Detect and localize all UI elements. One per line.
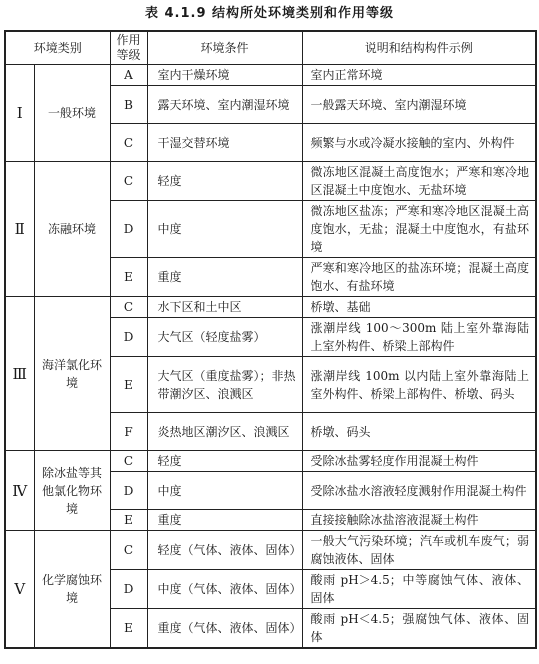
condition-cell: 室内干燥环境 bbox=[147, 65, 302, 86]
category-numeral: Ⅱ bbox=[5, 162, 34, 297]
description-cell: 受除冰盐雾轻度作用混凝土构件 bbox=[302, 451, 536, 472]
grade-cell: C bbox=[110, 162, 147, 201]
grade-cell: C bbox=[110, 451, 147, 472]
grade-cell: C bbox=[110, 531, 147, 570]
description-cell: 一般露天环境、室内潮湿环境 bbox=[302, 86, 536, 124]
category-numeral: Ⅲ bbox=[5, 297, 34, 451]
grade-cell: A bbox=[110, 65, 147, 86]
condition-cell: 轻度 bbox=[147, 451, 302, 472]
category-name: 海洋氯化环境 bbox=[34, 297, 110, 451]
table-row bbox=[5, 531, 536, 570]
description-cell: 一般大气污染环境；汽车或机车废气；弱腐蚀液体、固体 bbox=[302, 531, 536, 570]
description-cell: 涨潮岸线 100m 以内陆上室外靠海陆上室外构件、桥梁上部构件、桥墩、码头 bbox=[302, 357, 536, 413]
header-grade: 作用等级 bbox=[110, 31, 147, 65]
description-cell: 受除冰盐水溶液轻度溅射作用混凝土构件 bbox=[302, 472, 536, 510]
description-cell: 频繁与水或冷凝水接触的室内、外构件 bbox=[302, 124, 536, 162]
grade-cell: E bbox=[110, 510, 147, 531]
description-cell: 酸雨 pH＜4.5；强腐蚀气体、液体、固体 bbox=[302, 609, 536, 649]
grade-cell: C bbox=[110, 124, 147, 162]
environment-table bbox=[4, 30, 537, 649]
header-category: 环境类别 bbox=[5, 31, 110, 65]
description-cell: 涨潮岸线 100～300m 陆上室外靠海陆上室外构件、桥梁上部构件 bbox=[302, 318, 536, 357]
grade-cell: E bbox=[110, 258, 147, 297]
description-cell: 微冻地区混凝土高度饱水；严寒和寒冷地区混凝土中度饱水、无盐环境 bbox=[302, 162, 536, 201]
condition-cell: 露天环境、室内潮湿环境 bbox=[147, 86, 302, 124]
grade-cell: F bbox=[110, 413, 147, 451]
condition-cell: 重度 bbox=[147, 510, 302, 531]
category-name: 一般环境 bbox=[34, 65, 110, 162]
table-row bbox=[5, 297, 536, 318]
condition-cell: 大气区（轻度盐雾） bbox=[147, 318, 302, 357]
category-name: 除冰盐等其他氯化物环境 bbox=[34, 451, 110, 531]
grade-cell: E bbox=[110, 609, 147, 649]
table-title: 表 4.1.9 结构所处环境类别和作用等级 bbox=[144, 6, 395, 21]
category-name: 化学腐蚀环境 bbox=[34, 531, 110, 649]
condition-cell: 炎热地区潮汐区、浪溅区 bbox=[147, 413, 302, 451]
condition-cell: 重度（气体、液体、固体） bbox=[147, 609, 302, 649]
description-cell: 严寒和寒冷地区的盐冻环境；混凝土高度饱水、有盐环境 bbox=[302, 258, 536, 297]
grade-cell: D bbox=[110, 570, 147, 609]
category-numeral: Ⅳ bbox=[5, 451, 34, 531]
condition-cell: 轻度（气体、液体、固体） bbox=[147, 531, 302, 570]
grade-cell: C bbox=[110, 297, 147, 318]
description-cell: 桥墩、基础 bbox=[302, 297, 536, 318]
category-numeral: Ⅴ bbox=[5, 531, 34, 649]
description-cell: 室内正常环境 bbox=[302, 65, 536, 86]
table-row bbox=[5, 65, 536, 86]
grade-cell: E bbox=[110, 357, 147, 413]
header-row bbox=[5, 31, 536, 65]
grade-cell: B bbox=[110, 86, 147, 124]
condition-cell: 干湿交替环境 bbox=[147, 124, 302, 162]
table-row bbox=[5, 162, 536, 201]
category-numeral: Ⅰ bbox=[5, 65, 34, 162]
header-condition: 环境条件 bbox=[147, 31, 302, 65]
grade-cell: D bbox=[110, 318, 147, 357]
condition-cell: 中度（气体、液体、固体） bbox=[147, 570, 302, 609]
condition-cell: 中度 bbox=[147, 201, 302, 258]
header-description: 说明和结构构件示例 bbox=[302, 31, 536, 65]
description-cell: 桥墩、码头 bbox=[302, 413, 536, 451]
grade-cell: D bbox=[110, 472, 147, 510]
condition-cell: 水下区和土中区 bbox=[147, 297, 302, 318]
description-cell: 微冻地区盐冻；严寒和寒冷地区混凝土高度饱水，无盐；混凝土中度饱水，有盐环境 bbox=[302, 201, 536, 258]
description-cell: 直接接触除冰盐溶液混凝土构件 bbox=[302, 510, 536, 531]
grade-cell: D bbox=[110, 201, 147, 258]
condition-cell: 重度 bbox=[147, 258, 302, 297]
category-name: 冻融环境 bbox=[34, 162, 110, 297]
condition-cell: 大气区（重度盐雾）；非热带潮汐区、浪溅区 bbox=[147, 357, 302, 413]
condition-cell: 轻度 bbox=[147, 162, 302, 201]
condition-cell: 中度 bbox=[147, 472, 302, 510]
table-row bbox=[5, 451, 536, 472]
description-cell: 酸雨 pH＞4.5；中等腐蚀气体、液体、固体 bbox=[302, 570, 536, 609]
